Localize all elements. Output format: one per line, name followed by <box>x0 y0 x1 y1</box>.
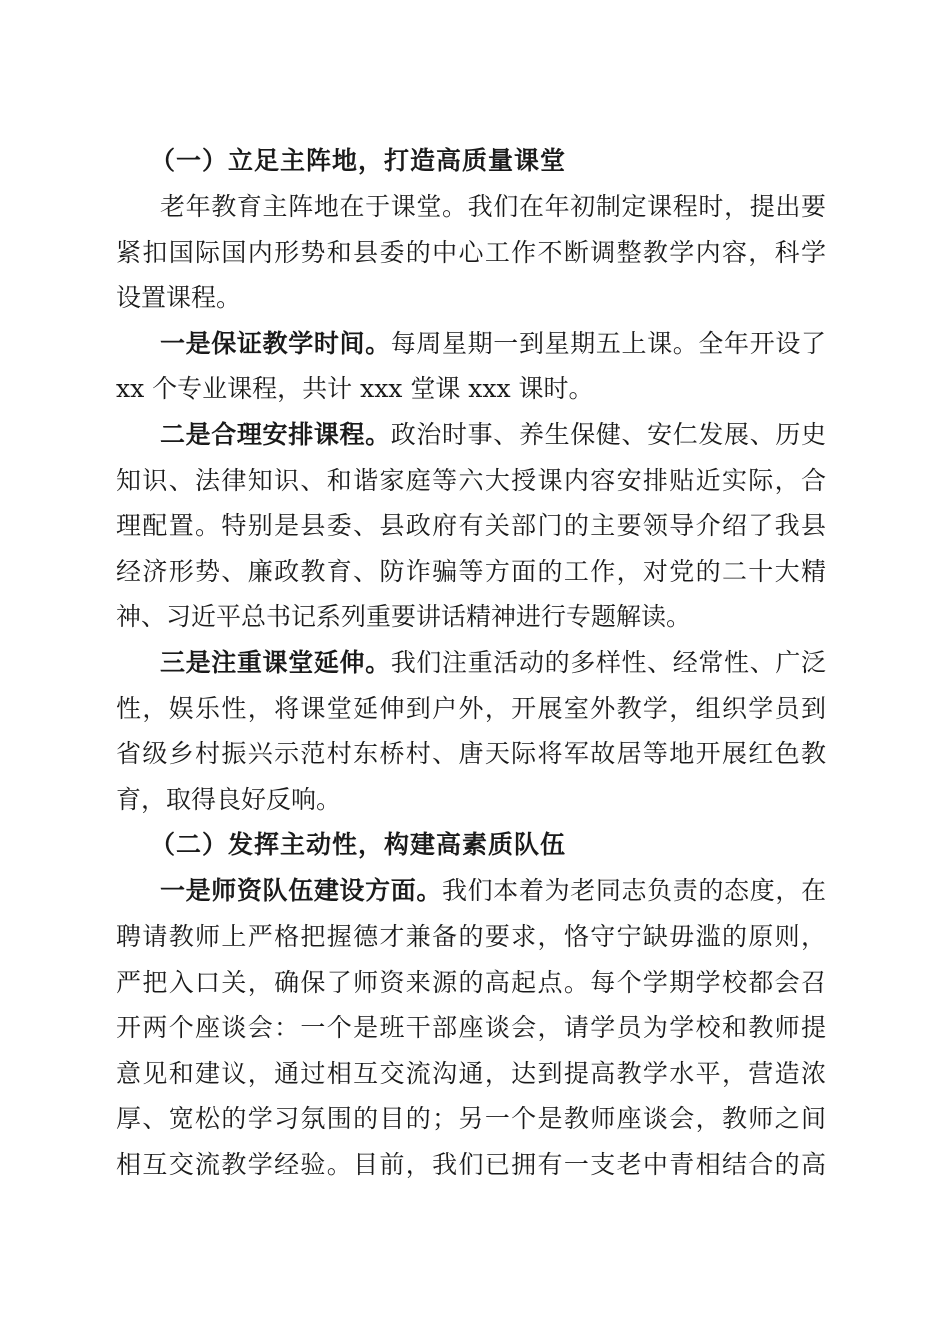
paragraph-text: 政治时事、养生保健、安仁发展、历史 <box>390 419 826 449</box>
text-line: 厚、宽松的学习氛围的目的；另一个是教师座谈会，教师之间 <box>116 1104 826 1134</box>
text-line <box>116 640 826 686</box>
paragraph-text: 我们本着为老同志负责的态度，在 <box>442 876 826 906</box>
text-line: 相互交流教学经验。目前，我们已拥有一支老中青相结合的高 <box>116 1149 826 1179</box>
text-line: 知识、法律知识、和谐家庭等六大授课内容安排贴近实际，合 <box>116 465 826 495</box>
document-page <box>116 138 826 1187</box>
text-line: 设置课程。 <box>116 283 242 313</box>
text-line: 聘请教师上严格把握德才兼备的要求，恪守宁缺毋滥的原则， <box>116 921 826 951</box>
text-line <box>116 412 826 458</box>
text-line: 省级乡村振兴示范村东桥村、唐天际将军故居等地开展红色教 <box>116 739 826 769</box>
text-line: 经济形势、廉政教育、防诈骗等方面的工作，对党的二十大精 <box>116 556 826 586</box>
paragraph-text: 每周星期一到星期五上课。全年开设了 <box>390 328 826 358</box>
text-line: 严把入口关，确保了师资来源的高起点。每个学期学校都会召 <box>116 967 826 997</box>
paragraph-teaching-time <box>116 321 826 412</box>
text-line: 紧扣国际国内形势和县委的中心工作不断调整教学内容，科学 <box>116 237 826 267</box>
text-line: 老年教育主阵地在于课堂。我们在年初制定课程时，提出要 <box>160 192 826 221</box>
paragraph-text: 我们注重活动的多样性、经常性、广泛 <box>390 647 826 677</box>
section-heading-1: （一）立足主阵地，打造高质量课堂 <box>150 146 567 175</box>
paragraph-course-arrangement <box>116 412 826 640</box>
paragraph-class-extension <box>116 640 826 822</box>
text-line: xx 个专业课程，共计 xxx 堂课 xxx 课时。 <box>116 374 594 404</box>
text-line: 理配置。特别是县委、县政府有关部门的主要领导介绍了我县 <box>116 511 826 541</box>
text-line <box>116 321 826 367</box>
text-line: 开两个座谈会：一个是班干部座谈会，请学员为学校和教师提 <box>116 1013 826 1043</box>
text-line: 性，娱乐性，将课堂延伸到户外，开展室外教学，组织学员到 <box>116 693 826 723</box>
text-line <box>116 868 826 914</box>
paragraph-lead: 二是合理安排课程。 <box>160 419 391 449</box>
paragraph-lead: 一是保证教学时间。 <box>160 328 391 358</box>
text-line: 育，取得良好反响。 <box>116 784 342 814</box>
text-line: 神、习近平总书记系列重要讲话精神进行专题解读。 <box>116 602 692 632</box>
paragraph-lead: 一是师资队伍建设方面。 <box>160 876 443 906</box>
paragraph-lead: 三是注重课堂延伸。 <box>160 647 391 677</box>
paragraph-faculty <box>116 868 826 1187</box>
section-heading-2: （二）发挥主动性，构建高素质队伍 <box>150 830 567 860</box>
text-line: 意见和建议，通过相互交流沟通，达到提高教学水平，营造浓 <box>116 1058 826 1088</box>
paragraph-intro <box>116 184 826 321</box>
